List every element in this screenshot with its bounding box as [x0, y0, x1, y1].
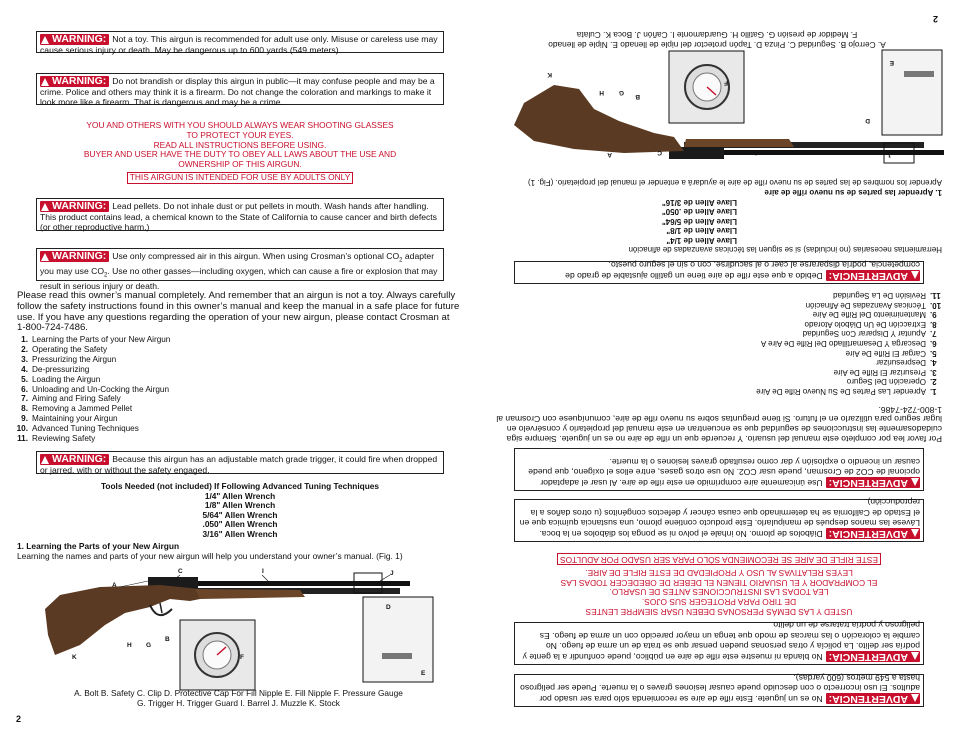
- warning-triangle-icon: [41, 36, 49, 44]
- toc-item: [14, 385, 314, 395]
- toc-number: 10.: [16, 424, 28, 434]
- warning-label: WARNING:: [40, 454, 109, 465]
- advertencia-box-juguete: ADVERTENCIA: No es un juguete. Este rifle de aire se recomienda sólo para ser usado por adultos. El uso incorrecto o con descuido puede causar lesiones graves o la muerte. Puede ser peligroso hasta a 549 metros (600 yardas).: [514, 674, 924, 707]
- fig-label-d: D: [386, 604, 391, 611]
- toc-number: 9.: [930, 310, 937, 320]
- toc-item: [644, 329, 944, 339]
- warning-box-not-a-toy: WARNING: Not a toy. This airgun is recommended for adult use only. Misuse or careless use may cause serious injury or death. May be dangerous up to 600 yards (549 meters).: [36, 31, 444, 53]
- spanish-page: [477, 0, 954, 738]
- toc-text: Aprender Las Partes De Su Nuevo Rifle De Aire: [756, 387, 926, 396]
- intro-paragraph: Please read this owner’s manual completely. And remember that an airgun is not a toy. Always carefully follow the safety instructions found in this owner’s manual and keep the manual in a safe place for future use. If you have any questions regarding the operation of your new airgun, please contact Crosman at 1-800-724-7486.: [17, 290, 460, 334]
- tools-title: Herramientas necesarias (no incluidas) si se siguen las técnicas avanzadas de afinación: [628, 245, 942, 254]
- toc-number: 5.: [930, 348, 937, 358]
- toc-item: [14, 404, 314, 414]
- tool-item: 1/4" Allen Wrench: [204, 490, 276, 501]
- toc-number: 4.: [930, 358, 937, 368]
- tool-item: Llave Allen de 1/4": [666, 235, 737, 245]
- toc-text: Descarga Y Desamartillado Del Rifle De Aire A: [760, 339, 926, 349]
- toc-item: [14, 365, 314, 375]
- toc-number: 8.: [930, 319, 937, 329]
- toc-text: Removing a Jammed Pellet: [32, 404, 133, 414]
- warning-triangle-icon: [911, 695, 919, 703]
- toc-item: [644, 386, 944, 396]
- toc-text: Aiming and Firing Safely: [32, 394, 121, 404]
- warning-box-trigger: WARNING: Because this airgun has an adjustable match grade trigger, it could fire when dropped or jarred, with or without the safety engaged.: [36, 451, 444, 474]
- fig-label-g: G: [146, 642, 152, 649]
- tool-item: Llave Allen de .050": [661, 207, 737, 217]
- toc-text: Loading the Airgun: [32, 374, 101, 384]
- toc-item: [644, 310, 944, 320]
- tool-item: 5/64" Allen Wrench: [202, 509, 278, 520]
- fig-label-f: F: [240, 654, 244, 661]
- warning-triangle-icon: [41, 456, 49, 464]
- toc-item: [644, 300, 944, 310]
- tabla-de-contenido: [644, 290, 944, 396]
- toc-item: [644, 319, 944, 329]
- table-of-contents: [14, 335, 314, 444]
- warning-box-brandish: WARNING: Do not brandish or display this airgun in public—it may confuse people and may be a crime. Police and others may think it is a firearm. Do not change the coloration and markings to make it look more like a firearm. That is dangerous and may be a crime.: [36, 73, 444, 105]
- toc-text: Despresurizar: [876, 358, 926, 368]
- warning-label: ADVERTENCIA:: [826, 693, 920, 704]
- advertencia-box-gatillo: ADVERTENCIA: Debido a que este rifle de aire tiene un gatillo ajustable de grado de competencia, podría dispararse al caer o al sacudirse, con o sin el seguro puesto.: [514, 261, 924, 284]
- leyenda-figura: A. Cerrojo B. Seguridad C. Pinza D. Tapón protector del niple de llenado E. Niple de llenado F. Medidor de presión G. Gatillo H. Guardamonte I. Cañón J. Boca K. Culata: [548, 29, 886, 50]
- toc-text: Extracción De Un Diábolo Atorado: [804, 319, 926, 329]
- page-number: 2: [16, 714, 22, 724]
- svg-text:J: J: [888, 151, 892, 158]
- airgun-diagram: [0, 565, 477, 695]
- toc-text: Cargar El Rifle De Aire: [845, 348, 926, 358]
- herramientas: Herramientas necesarias (no incluidas) si se siguen las técnicas avanzadas de afinación Llave Allen de 1/4" Llave Allen de 1/8" Llave Allen de 5/64" Llave Allen de .050" Llave Allen de 3/16" 1. Aprender las partes de su nuevo rifle de aire Aprender los nombres de las partes de su nuevo rifle de aire le ayudará a entender el manual del propietario. (Fig. 1): [492, 178, 942, 254]
- fig-label-i: I: [262, 568, 264, 575]
- warning-label: WARNING:: [40, 201, 109, 212]
- warning-triangle-icon: [41, 78, 49, 86]
- warning-triangle-icon: [41, 203, 49, 211]
- tool-item: .050" Allen Wrench: [202, 519, 278, 530]
- toc-text: Reviewing Safety: [32, 434, 96, 444]
- figure-caption: A. Bolt B. Safety C. Clip D. Protective Cap For Fill Nipple E. Fill Nipple F. Pressure Gauge G. Trigger H. Trigger Guard I. Barrel J. Muzzle K. Stock: [74, 688, 403, 709]
- forend-shape: [195, 589, 305, 599]
- toc-item: [644, 338, 944, 348]
- warning-triangle-icon: [911, 479, 919, 487]
- toc-item: [14, 394, 314, 404]
- advertencia-box-blanda: ADVERTENCIA: No blanda ni muestre este rifle de aire en público, puede confundir a la gente y podría ser delito. La policía y otras personas pueden pensar que se trata de un arma de fuego. No cambie la coloración o las marcas de modo que tenga un mayor parecido con un arma de fuego. Es peligroso y podría tratarse de un delito.: [514, 622, 924, 665]
- trigger-shape: [160, 603, 162, 613]
- toc-number: 6.: [930, 339, 937, 349]
- fig-label-c: C: [178, 568, 183, 575]
- toc-item: [644, 290, 944, 300]
- toc-number: 11.: [17, 434, 28, 444]
- toc-text: Unloading and Un-Cocking the Airgun: [32, 384, 170, 394]
- warning-label: WARNING:: [40, 251, 109, 262]
- toc-number: 8.: [21, 404, 28, 414]
- airgun-diagram-es: [477, 33, 954, 173]
- svg-text:E: E: [889, 59, 894, 66]
- warning-label: ADVERTENCIA:: [826, 528, 920, 539]
- page-number-es: 2: [932, 14, 938, 24]
- tools-needed: [36, 482, 444, 540]
- warning-label: ADVERTENCIA:: [826, 477, 920, 488]
- svg-text:D: D: [865, 117, 870, 124]
- toc-item: [14, 375, 314, 385]
- safety-notice: YOU AND OTHERS WITH YOU SHOULD ALWAYS WEAR SHOOTING GLASSES TO PROTECT YOUR EYES. READ ALL INSTRUCTIONS BEFORE USING. BUYER AND USER HAVE THE DUTY TO OBEY ALL LAWS ABOUT THE USE AND OWNERSHIP OF THIS AIRGUN. THIS AIRGUN IS INTENDED FOR USE BY ADULTS ONLY: [83, 120, 397, 182]
- toc-item: [644, 367, 944, 377]
- toc-number: 9.: [21, 414, 28, 424]
- fig-label-a: A: [112, 582, 117, 589]
- warning-box-lead: WARNING: Lead pellets. Do not inhale dust or put pellets in mouth. Wash hands after handling. This product contains lead, a chemical known to the State of California to cause cancer and birth defects (or other reproductive harm.): [36, 198, 444, 231]
- tool-item: Llave Allen de 5/64": [661, 216, 737, 226]
- toc-item: [14, 434, 314, 444]
- toc-number: 1.: [930, 387, 937, 396]
- toc-number: 5.: [21, 374, 28, 384]
- tools-title: Tools Needed (not included) If Following Advanced Tuning Techniques: [100, 481, 380, 491]
- svg-text:B: B: [635, 93, 640, 100]
- tool-item: 3/16" Allen Wrench: [202, 528, 278, 539]
- toc-text: Presurizar El Rifle De Aire: [833, 367, 926, 377]
- aviso-solo-adultos: ESTE RIFLE DE AIRE SE RECOMIENDA SÓLO PARA SER USADO POR ADULTOS: [557, 553, 881, 565]
- fig-label-h: H: [127, 642, 132, 649]
- fig-label-j: J: [390, 570, 394, 577]
- svg-text:I: I: [755, 149, 757, 156]
- svg-text:K: K: [547, 71, 552, 78]
- toc-text: Apuntar Y Disparar Con Seguridad: [802, 329, 926, 339]
- warning-label: WARNING:: [40, 34, 109, 45]
- fig-label-b: B: [165, 636, 170, 643]
- toc-text: Mantenimiento Del Rifle De Aire: [812, 310, 926, 320]
- toc-item: [644, 348, 944, 358]
- warning-triangle-icon: [911, 272, 919, 280]
- toc-number: 1.: [21, 335, 28, 344]
- warning-label: ADVERTENCIA:: [826, 651, 920, 662]
- svg-text:A: A: [607, 151, 612, 158]
- toc-item: [14, 414, 314, 424]
- tool-item: 1/8" Allen Wrench: [204, 500, 276, 511]
- tool-item: Llave Allen de 3/16": [661, 197, 737, 207]
- toc-text: Learning the Parts of your New Airgun: [32, 335, 171, 344]
- toc-item: [644, 358, 944, 368]
- svg-text:F: F: [724, 79, 728, 86]
- section-heading: 1. Learning the Parts of your New Airgun Learning the names and parts of your new airgun will help you understand your owner’s manual. (Fig. 1): [17, 541, 403, 561]
- adults-only-notice: THIS AIRGUN IS INTENDED FOR USE BY ADULTS ONLY: [127, 172, 354, 184]
- toc-number: 11.: [930, 291, 941, 301]
- svg-text:C: C: [657, 149, 662, 156]
- toc-item: [644, 377, 944, 387]
- toc-number: 6.: [21, 384, 28, 394]
- nipple-shape: [382, 653, 412, 659]
- warning-box-compressed-air: WARNING: Use only compressed air in this airgun. When using Crosman’s optional $CO_2$ adapter you may use $CO_2$. Use no other gasses—including oxygen, which can cause a fire or explosion that may result in serious injury or death.: [36, 248, 444, 281]
- toc-number: 7.: [930, 329, 937, 339]
- toc-number: 7.: [21, 394, 28, 404]
- warning-label: WARNING:: [40, 76, 109, 87]
- toc-text: De-pressurizing: [32, 364, 90, 374]
- toc-text: Maintaining your Airgun: [32, 414, 118, 424]
- toc-item: [14, 355, 314, 365]
- fig-label-k: K: [72, 654, 77, 661]
- toc-item: [14, 345, 314, 355]
- toc-text: Técnicas Avanzadas De Afinación: [805, 300, 926, 310]
- toc-text: Operación Del Seguro: [846, 377, 926, 387]
- warning-triangle-icon: [911, 530, 919, 538]
- toc-number: 2.: [930, 377, 937, 387]
- toc-number: 2.: [21, 344, 28, 354]
- spanish-page-rotated: [477, 0, 954, 738]
- aviso-seguridad: USTED Y LAS DEMÁS PERSONAS DEBEN USAR SIEMPRE LENTES DE TIRO PARA PROTEGER SUS OJOS. LEA TODAS LAS INSTRUCCIONES ANTES DE USARLO. EL COMPRADOR Y EL USUARIO TIENEN EL DEBER DE OBEDECER TODAS LAS LEYES RELATIVAS AL USO Y PROPIEDAD DE ESTE RIFLE DE AIRE. ESTE RIFLE DE AIRE SE RECOMIENDA SÓLO PARA SER USADO POR ADULTOS: [514, 553, 924, 616]
- svg-text:G: G: [618, 89, 624, 96]
- fig-label-e: E: [421, 670, 426, 677]
- toc-text: Revisión De La Seguridad: [833, 291, 926, 301]
- advertencia-box-aire: ADVERTENCIA: Use únicamente aire comprimido en este rifle de aire. Al usar el adaptador opcional de CO2 de Crosman, puede usar CO2. No use otros gases, entre ellos el oxígeno, que puede causar un incendio o explosión y dar como resultado graves lesiones o la muerte.: [514, 448, 924, 491]
- svg-text:H: H: [599, 89, 604, 96]
- toc-number: 4.: [21, 364, 28, 374]
- toc-number: 3.: [21, 354, 28, 364]
- toc-number: 3.: [930, 367, 937, 377]
- warning-label: ADVERTENCIA:: [826, 270, 920, 281]
- toc-text: Operating the Safety: [32, 344, 108, 354]
- tool-item: Llave Allen de 1/8": [666, 226, 737, 236]
- intro-paragraph-es: Por favor lea por completo este manual del usuario. Y recuerde que un rifle de aire no es un juguete. Siempre siga cuidadosamente las instrucciones de seguridad que se encuentran en este manual del propietario y consérvelo en lugar seguro para utilizarlo en el futuro. Si tiene preguntas sobre su nuevo rifle de aire, comuníquese con Crosman al 1-800-724-7486.: [496, 404, 942, 444]
- advertencia-box-plomo: ADVERTENCIA: Diábolos de plomo. No inhale el polvo ni se ponga los diábolos en la boca. Lávese las manos después de manipularlo. Este producto contiene plomo, una sustancia química que en el Estado de California se ha determinado que causa cáncer y defectos congénitos (u otros daños a la reproducción).: [514, 499, 924, 542]
- warning-triangle-icon: [41, 253, 49, 261]
- toc-item: [14, 424, 314, 434]
- toc-number: 10.: [930, 300, 942, 310]
- toc-item: [14, 335, 314, 345]
- toc-text: Advanced Tuning Techniques: [32, 424, 139, 434]
- toc-text: Pressurizing the Airgun: [32, 354, 117, 364]
- warning-triangle-icon: [911, 653, 919, 661]
